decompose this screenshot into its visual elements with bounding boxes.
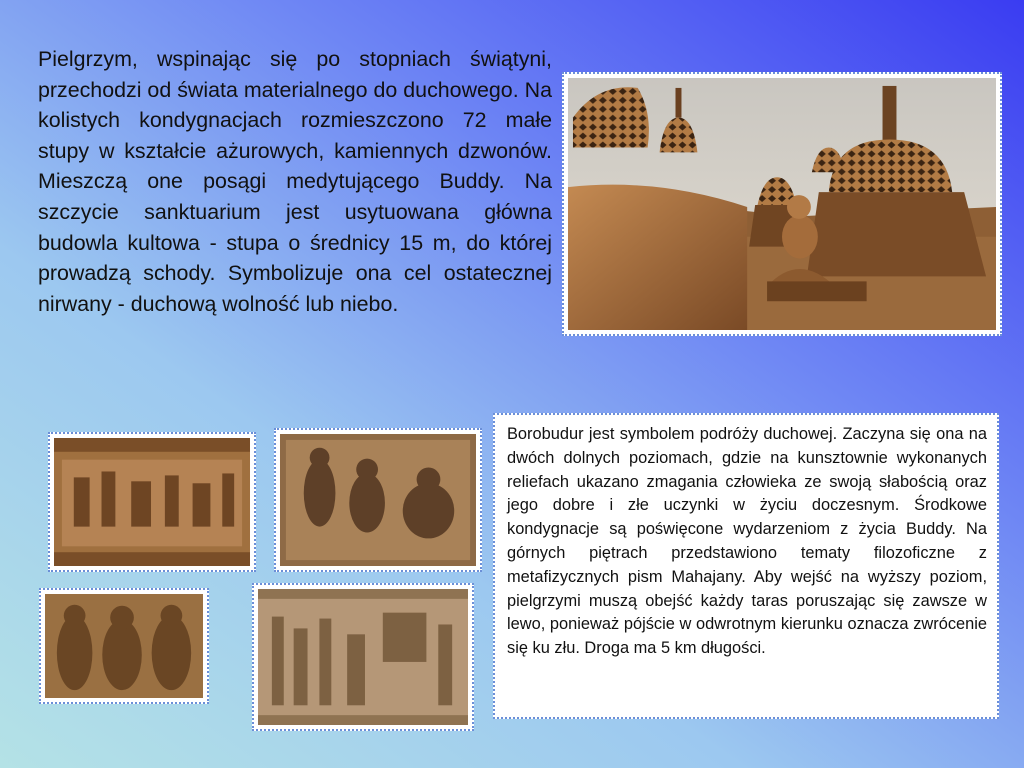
info-box xyxy=(493,413,999,719)
relief-photo-2 xyxy=(274,428,482,572)
relief-photo-4 xyxy=(252,583,474,731)
relief-photo-1 xyxy=(48,432,256,572)
borobudur-stupas-photo xyxy=(562,72,1002,336)
main-paragraph: Pielgrzym, wspinając się po stopniach świątyni, przechodzi od świata materialnego do duchowego. Na kolistych kondygnacjach rozmieszczono 72 małe stupy w kształcie ażurowych, kamiennych dzwonów. Mieszczą one posągi medytującego Buddy. Na szczycie sanktuarium jest usytuowana główna budowla kultowa - stupa o średnicy 15 m, do której prowadzą schody. Symbolizuje ona cel ostatecznej nirwany - duchową wolność lub niebo. xyxy=(38,47,552,316)
relief-photo-3 xyxy=(39,588,209,704)
info-box-text: Borobudur jest symbolem podróży duchowej. Zaczyna się ona na dwóch dolnych poziomach, gdzie na kunsztownie wykonanych reliefach ukazano zmagania człowieka ze swoją słabością oraz jego dobre i złe uczynki w życiu doczesnym. Środkowe kondygnacje są poświęcone wydarzeniom z życia Buddy. Na górnych piętrach przedstawiono tematy filozoficzne z metafizycznych pism Mahajany. Aby wejść na wyższy poziom, pielgrzymi muszą obejść każdy taras poruszając się zawsze w lewo, ponieważ pójście w odwrotnym kierunku oznacza zwrócenie się ku złu. Droga ma 5 km długości. xyxy=(507,425,987,658)
